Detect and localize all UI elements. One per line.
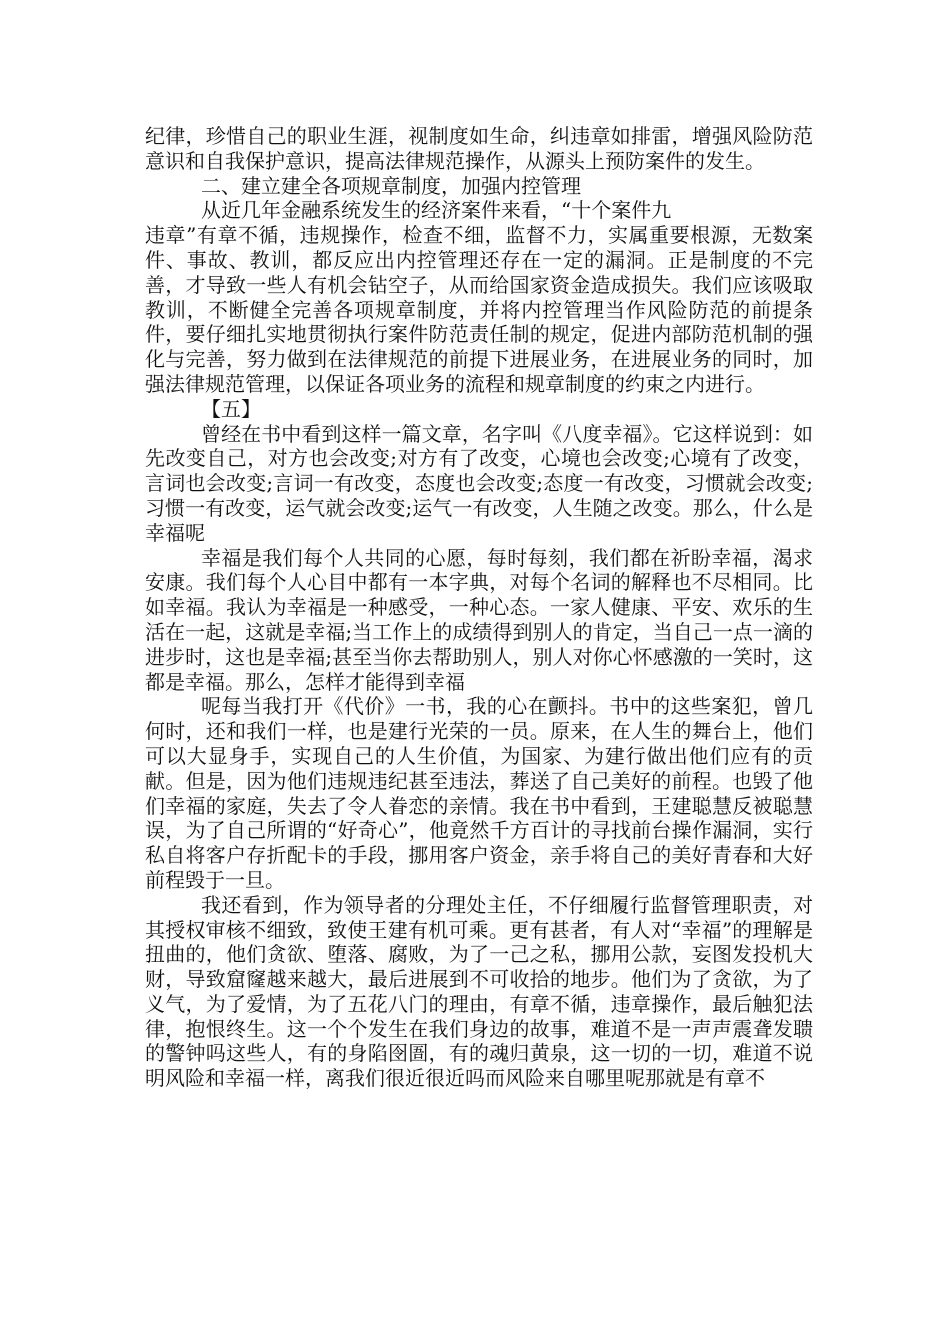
section-marker-5: 【五】	[201, 396, 261, 421]
paragraph-the-price-book: 呢每当我打开《代价》一书，我的心在颤抖。书中的这些案犯，曾几何时，还和我们一样，也是建行光荣的一员。原来，在人生的舞台上，他们可以大显身手，实现自己的人生价值，为国家、为建行做出他们应有的贡献。但是，因为他们违规违纪甚至违法，葬送了自己美好的前程。也毁了他们幸福的家庭，失去了令人眷恋的亲情。我在书中看到，王建聪慧反被聪慧误，为了自己所谓的“好奇心”，他竟然千方百计的寻找前台操作漏洞，实行私自将客户存折配卡的手段，挪用客户资金，亲手将自己的美好青春和大好前程毁于一旦。	[145, 694, 813, 892]
section-heading-2: 二、建立建全各项规章制度，加强内控管理	[201, 173, 581, 198]
paragraph-case-analysis: 违章”有章不循，违规操作，检查不细，监督不力，实属重要根源，无数案件、事故、教训，都反应出内控管理还存在一定的漏洞。正是制度的不完善，才导致一些人有机会钻空子，从而给国家资金造成损失。我们应该吸取教训，不断健全完善各项规章制度，并将内控管理当作风险防范的前提条件，要仔细扎实地贯彻执行案件防范责任制的规定，促进内部防范机制的强化与完善，努力做到在法律规范的前提下进展业务，在进展业务的同时，加强法律规范管理，以保证各项业务的流程和规章制度的约束之内进行。	[145, 223, 813, 396]
document-page	[145, 124, 813, 1091]
paragraph-leadership-risk: 我还看到，作为领导者的分理处主任，不仔细履行监督管理职责，对其授权审核不细致，致使王建有机可乘。更有甚者，有人对“幸福”的理解是扭曲的，他们贪欲、堕落、腐败，为了一己之私，挪用公款，妄图发投机大财，导致窟窿越来越大，最后进展到不可收拾的地步。他们为了贪欲，为了义气，为了爱情，为了五花八门的理由，有章不循，违章操作，最后触犯法律，抱恨终生。这一个个发生在我们身边的故事，难道不是一声声震聋发聩的警钟吗这些人，有的身陷囹圄，有的魂归黄泉，这一切的一切，难道不说明风险和幸福一样，离我们很近很近吗而风险来自哪里呢那就是有章不	[145, 892, 813, 1091]
paragraph-continuation: 纪律，珍惜自己的职业生涯，视制度如生命，纠违章如排雷，增强风险防范意识和自我保护意识，提高法律规范操作，从源头上预防案件的发生。	[145, 124, 813, 173]
paragraph-what-is-happiness: 幸福是我们每个人共同的心愿，每时每刻，我们都在祈盼幸福，渴求安康。我们每个人心目中都有一本字典，对每个名词的解释也不尽相同。比如幸福。我认为幸福是一种感受，一种心态。一家人健康、平安、欢乐的生活在一起，这就是幸福;当工作上的成绩得到别人的肯定，当自己一点一滴的进步时，这也是幸福;甚至当你去帮助别人，别人对你心怀感激的一笑时，这都是幸福。那么，怎样才能得到幸福	[145, 545, 813, 694]
paragraph-eight-degrees-happiness: 曾经在书中看到这样一篇文章，名字叫《八度幸福》。它这样说到：如先改变自己，对方也会改变;对方有了改变，心境也会改变;心境有了改变，言词也会改变;言词一有改变，态度也会改变;态度一有改变，习惯就会改变;习惯一有改变，运气就会改变;运气一有改变，人生随之改变。那么，什么是幸福呢	[145, 421, 813, 545]
paragraph-first-line: 从近几年金融系统发生的经济案件来看，“十个案件九	[201, 198, 672, 223]
